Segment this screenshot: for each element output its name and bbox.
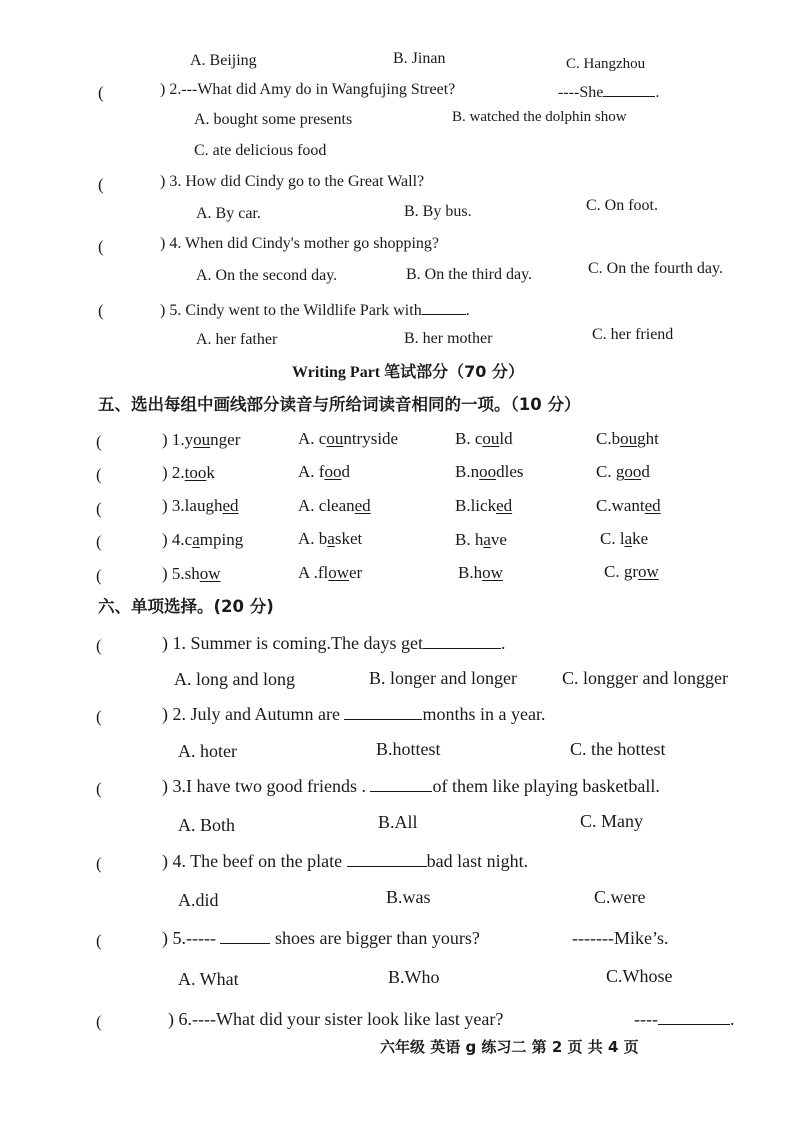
s5-row3-option-b: B.licked: [455, 496, 513, 515]
s5-row2-option-a: A. food: [298, 462, 350, 481]
q5-option-b: B. her mother: [404, 330, 493, 347]
s5-row4-option-b: B. have: [455, 530, 507, 549]
listening-q4-text: ) 4. When did Cindy's mother go shopping?: [160, 235, 440, 252]
q5-option-c: C. her friend: [592, 326, 674, 343]
answer-paren: (: [98, 301, 104, 320]
answer-paren: (: [96, 636, 102, 655]
s6-q1-option-c: C. longger and longger: [562, 668, 728, 688]
q4-option-b: B. On the third day.: [406, 266, 533, 283]
s6-q5-answer: -------Mike’s.: [572, 928, 669, 948]
s6-q3-option-b: B.All: [378, 812, 418, 832]
s6-q3-text: ) 3.I have two good friends . of them like playing basketball.: [162, 776, 660, 796]
q5-option-a: A. her father: [196, 331, 278, 348]
s5-row2-option-c: C. good: [596, 462, 650, 481]
s5-row1-option-b: B. could: [455, 429, 513, 448]
s6-q1-text: ) 1. Summer is coming.The days get .: [162, 633, 506, 653]
writing-part-header: Writing Part 笔试部分（70 分）: [292, 362, 524, 381]
s6-q4-text: ) 4. The beef on the plate bad last night.: [162, 851, 529, 871]
q3-option-c: C. On foot.: [586, 197, 658, 214]
s5-row5-option-b: B.how: [458, 563, 503, 582]
s5-row4-option-c: C. lake: [600, 529, 649, 548]
s5-row1-word: ) 1.younger: [162, 430, 241, 449]
s5-row5-option-a: A .flower: [298, 563, 363, 582]
s6-q3-option-c: C. Many: [580, 811, 643, 831]
s6-q2-option-b: B.hottest: [376, 739, 441, 759]
s5-row4-word: ) 4.camping: [162, 530, 244, 549]
s5-row3-option-c: C.wanted: [596, 496, 661, 515]
s5-row1-option-a: A. countryside: [298, 429, 399, 448]
q2-option-c: C. ate delicious food: [194, 142, 327, 159]
answer-paren: (: [96, 707, 102, 726]
q1-option-c: C. Hangzhou: [566, 56, 646, 72]
s6-q6-text: ) 6.----What did your sister look like last year?: [168, 1009, 504, 1029]
s6-q1-option-a: A. long and long: [174, 669, 295, 689]
answer-paren: (: [96, 499, 102, 518]
s6-q2-text: ) 2. July and Autumn are months in a year.: [162, 704, 546, 724]
listening-q5-text: ) 5. Cindy went to the Wildlife Park with .: [160, 302, 470, 319]
listening-q2-answer: ----She .: [558, 84, 660, 101]
answer-paren: (: [96, 532, 102, 551]
s6-q4-option-a: A.did: [178, 890, 219, 910]
s5-row5-option-c: C. grow: [604, 562, 659, 581]
s6-q1-option-b: B. longer and longer: [369, 668, 517, 688]
s6-q5-text: ) 5.----- shoes are bigger than yours?: [162, 928, 480, 948]
section5-title: 五、选出每组中画线部分读音与所给词读音相同的一项。（10 分）: [98, 395, 581, 414]
q3-option-b: B. By bus.: [404, 203, 472, 220]
q1-option-b: B. Jinan: [393, 50, 446, 67]
s6-q4-option-c: C.were: [594, 887, 646, 907]
answer-paren: (: [96, 566, 102, 585]
answer-paren: (: [98, 83, 104, 102]
s5-row3-word: ) 3.laughed: [162, 496, 239, 515]
answer-paren: (: [96, 432, 102, 451]
answer-paren: (: [98, 237, 104, 256]
listening-q2-text: ) 2.---What did Amy do in Wangfujing Street?: [160, 81, 456, 98]
section6-title: 六、单项选择。(20 分): [98, 597, 274, 616]
s6-q3-option-a: A. Both: [178, 815, 236, 835]
s6-q6-answer: ---- .: [634, 1009, 735, 1029]
answer-paren: (: [96, 779, 102, 798]
s6-q5-option-a: A. What: [178, 969, 239, 989]
answer-paren: (: [96, 465, 102, 484]
q1-option-a: A. Beijing: [190, 52, 257, 69]
answer-paren: (: [98, 175, 104, 194]
s5-row2-option-b: B.noodles: [455, 462, 524, 481]
s6-q5-option-c: C.Whose: [606, 966, 673, 986]
s6-q2-option-c: C. the hottest: [570, 739, 666, 759]
s5-row4-option-a: A. basket: [298, 529, 363, 548]
q4-option-a: A. On the second day.: [196, 267, 338, 284]
s5-row2-word: ) 2.took: [162, 463, 215, 482]
answer-paren: (: [96, 931, 102, 950]
listening-q3-text: ) 3. How did Cindy go to the Great Wall?: [160, 173, 425, 190]
q2-option-b: B. watched the dolphin show: [452, 109, 627, 125]
s6-q4-option-b: B.was: [386, 887, 431, 907]
answer-paren: (: [96, 854, 102, 873]
page-footer: 六年级 英语 g 练习二 第 2 页 共 4 页: [380, 1038, 639, 1056]
answer-paren: (: [96, 1012, 102, 1031]
q2-option-a: A. bought some presents: [194, 111, 353, 128]
s5-row3-option-a: A. cleaned: [298, 496, 371, 515]
s5-row5-word: ) 5.show: [162, 564, 221, 583]
s5-row1-option-c: C.bought: [596, 429, 659, 448]
s6-q2-option-a: A. hoter: [178, 741, 237, 761]
s6-q5-option-b: B.Who: [388, 967, 440, 987]
q3-option-a: A. By car.: [196, 205, 261, 222]
q4-option-c: C. On the fourth day.: [588, 260, 723, 277]
